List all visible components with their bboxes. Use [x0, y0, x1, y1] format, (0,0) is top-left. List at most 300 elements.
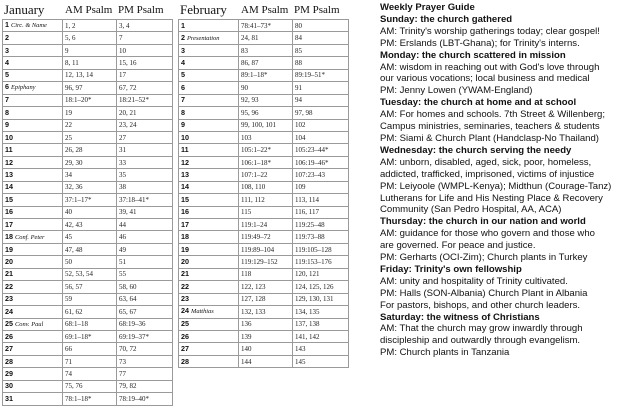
table-row: [3, 330, 173, 342]
day-cell: [179, 343, 239, 355]
day-number: 23: [5, 294, 13, 304]
day-number: 9: [5, 120, 9, 130]
day-cell: [179, 306, 239, 318]
guide-day-block: [380, 145, 638, 216]
day-cell: [3, 107, 63, 119]
table-row: [3, 293, 173, 305]
day-cell: [179, 69, 239, 81]
day-cell: [179, 243, 239, 255]
table-row: [3, 20, 173, 32]
pm-psalm-cell: 113, 114: [293, 194, 349, 206]
am-psalm-cell: 132, 133: [239, 306, 293, 318]
day-cell: [3, 194, 63, 206]
guide-day-block: [380, 216, 638, 264]
day-cell: [3, 306, 63, 318]
table-row: [3, 44, 173, 56]
day-number: 1: [5, 20, 9, 30]
day-cell: [179, 293, 239, 305]
pm-psalm-cell: 102: [293, 119, 349, 131]
am-psalm-cell: 139: [239, 330, 293, 342]
day-number: 20: [5, 257, 13, 267]
pm-psalm-cell: 129, 130, 131: [293, 293, 349, 305]
guide-days: [380, 14, 638, 359]
day-cell: [179, 330, 239, 342]
pm-psalm-cell: 116, 117: [293, 206, 349, 218]
guide-line: PM: Leiyoole (WMPL-Kenya); Midthun (Courage-Tanz): [380, 180, 612, 192]
table-row: [179, 69, 349, 81]
day-number: 17: [181, 219, 189, 229]
february-title: February: [180, 2, 227, 17]
pm-psalm-cell: 89:19–51*: [293, 69, 349, 81]
guide-line: PM: Jenny Lowen (YWAM-England): [380, 85, 533, 97]
am-psalm-cell: 5, 6: [63, 32, 117, 44]
table-row: [3, 318, 173, 330]
table-row: [179, 343, 349, 355]
pm-psalm-cell: 78:19–40*: [117, 393, 173, 405]
day-cell: [3, 156, 63, 168]
guide-line: PM: Church plants in Tanzania: [380, 347, 510, 359]
am-psalm-cell: 24, 81: [239, 32, 293, 44]
table-row: [3, 281, 173, 293]
guide-line: PM: Halls (SON-Albania) Church Plant in Albania: [380, 287, 588, 299]
guide-line: are governed. For peace and justice.: [380, 240, 536, 252]
am-psalm-cell: 107:1–22: [239, 169, 293, 181]
am-psalm-cell: 56, 57: [63, 281, 117, 293]
day-cell: [179, 318, 239, 330]
table-row: [3, 355, 173, 367]
guide-day-block: [380, 14, 638, 50]
day-cell: [3, 268, 63, 280]
day-cell: [3, 380, 63, 392]
am-psalm-cell: 47, 48: [63, 243, 117, 255]
day-cell: [3, 219, 63, 231]
guide-day-heading: Saturday: the witness of Christians: [380, 311, 540, 323]
day-cell: [179, 131, 239, 143]
january-pm-header: PM Psalm: [118, 4, 164, 16]
table-row: [179, 306, 349, 318]
am-psalm-cell: 52, 53, 54: [63, 268, 117, 280]
day-number: 2: [181, 32, 185, 42]
day-cell: [179, 268, 239, 280]
day-cell: [179, 219, 239, 231]
am-psalm-cell: 105:1–22*: [239, 144, 293, 156]
day-number: 20: [181, 257, 189, 267]
table-row: [179, 355, 349, 367]
february-pm-header: PM Psalm: [294, 4, 340, 16]
pm-psalm-cell: 107:23–43: [293, 169, 349, 181]
am-psalm-cell: 1, 2: [63, 20, 117, 32]
table-row: [179, 219, 349, 231]
day-number: 17: [5, 219, 13, 229]
guide-line: discipleship and outwardly through evangelism.: [380, 335, 581, 347]
guide-day-heading: Friday: Trinity's own fellowship: [380, 263, 522, 275]
am-psalm-cell: 75, 76: [63, 380, 117, 392]
day-cell: [179, 231, 239, 243]
day-number: 13: [181, 169, 189, 179]
table-row: [3, 206, 173, 218]
day-number: 26: [181, 331, 189, 341]
am-psalm-cell: 69:1–18*: [63, 330, 117, 342]
day-number: 4: [5, 58, 9, 68]
day-cell: [179, 82, 239, 94]
day-number: 2: [5, 33, 9, 43]
guide-day-block: [380, 97, 638, 145]
day-number: 24: [5, 306, 13, 316]
am-psalm-cell: 136: [239, 318, 293, 330]
day-number: 14: [181, 182, 189, 192]
guide-line: AM: For homes and schools. 7th Street & Willenberg;: [380, 109, 605, 121]
day-number: 3: [181, 45, 185, 55]
day-number: 26: [5, 331, 13, 341]
guide-line: PM: Siami & Church Plant (Handclasp-No Thailand): [380, 132, 599, 144]
pm-psalm-cell: 58, 60: [117, 281, 173, 293]
am-psalm-cell: 45: [63, 231, 117, 243]
am-psalm-cell: 26, 28: [63, 144, 117, 156]
day-cell: [3, 293, 63, 305]
day-cell: [179, 256, 239, 268]
guide-day-heading: Tuesday: the church at home and at school: [380, 97, 577, 109]
table-row: [179, 169, 349, 181]
am-psalm-cell: 119:1–24: [239, 219, 293, 231]
pm-psalm-cell: 119:25–48: [293, 219, 349, 231]
january-am-header: AM Psalm: [65, 4, 113, 16]
pm-psalm-cell: 10: [117, 44, 173, 56]
guide-day-block: [380, 50, 638, 98]
day-cell: [179, 181, 239, 193]
guide-line: AM: That the church may grow inwardly through: [380, 323, 583, 335]
am-psalm-cell: 29, 30: [63, 156, 117, 168]
table-row: [3, 343, 173, 355]
pm-psalm-cell: 137, 138: [293, 318, 349, 330]
day-number: 14: [5, 182, 13, 192]
pm-psalm-cell: 63, 64: [117, 293, 173, 305]
guide-line: For pastors, bishops, and other church leaders.: [380, 299, 581, 311]
table-row: [3, 393, 173, 405]
table-row: [179, 206, 349, 218]
pm-psalm-cell: 33: [117, 156, 173, 168]
table-row: [3, 82, 173, 94]
pm-psalm-cell: 67, 72: [117, 82, 173, 94]
am-psalm-cell: 96, 97: [63, 82, 117, 94]
day-cell: [3, 44, 63, 56]
day-cell: [179, 107, 239, 119]
pm-psalm-cell: 38: [117, 181, 173, 193]
day-cell: [179, 194, 239, 206]
table-row: [3, 69, 173, 81]
day-number: 11: [181, 145, 189, 155]
table-row: [179, 20, 349, 32]
am-psalm-cell: 111, 112: [239, 194, 293, 206]
pm-psalm-cell: 15, 16: [117, 57, 173, 69]
table-row: [179, 119, 349, 131]
day-cell: [3, 368, 63, 380]
day-number: 22: [181, 281, 189, 291]
day-number: 18: [181, 232, 189, 242]
am-psalm-cell: 108, 110: [239, 181, 293, 193]
day-cell: [3, 393, 63, 405]
table-row: [179, 181, 349, 193]
am-psalm-cell: 127, 128: [239, 293, 293, 305]
pm-psalm-cell: 124, 125, 126: [293, 281, 349, 293]
am-psalm-cell: 119:129–152: [239, 256, 293, 268]
day-cell: [179, 144, 239, 156]
january-title: January: [4, 2, 45, 17]
table-row: [179, 231, 349, 243]
pm-psalm-cell: 46: [117, 231, 173, 243]
am-psalm-cell: 103: [239, 131, 293, 143]
table-row: [179, 194, 349, 206]
pm-psalm-cell: 37:18–41*: [117, 194, 173, 206]
day-cell: [3, 281, 63, 293]
am-psalm-cell: 71: [63, 355, 117, 367]
february-rows: [178, 19, 349, 368]
day-number: 29: [5, 368, 13, 378]
feast-note: Epiphany: [11, 84, 36, 92]
pm-psalm-cell: 141, 142: [293, 330, 349, 342]
day-number: 19: [181, 244, 189, 254]
pm-psalm-cell: 49: [117, 243, 173, 255]
am-psalm-cell: 66: [63, 343, 117, 355]
am-psalm-cell: 18:1–20*: [63, 94, 117, 106]
am-psalm-cell: 50: [63, 256, 117, 268]
table-row: [179, 82, 349, 94]
feast-note: Conv. Paul: [15, 320, 44, 328]
january-rows: [2, 19, 173, 406]
table-row: [179, 256, 349, 268]
day-cell: [179, 57, 239, 69]
table-row: [3, 368, 173, 380]
table-row: [179, 293, 349, 305]
table-row: [3, 181, 173, 193]
table-row: [179, 281, 349, 293]
am-psalm-cell: 9: [63, 44, 117, 56]
table-row: [3, 119, 173, 131]
pm-psalm-cell: 51: [117, 256, 173, 268]
pm-psalm-cell: 20, 21: [117, 107, 173, 119]
guide-day-block: [380, 312, 638, 360]
pm-psalm-cell: 106:19–46*: [293, 156, 349, 168]
pm-psalm-cell: 7: [117, 32, 173, 44]
pm-psalm-cell: 18:21–52*: [117, 94, 173, 106]
am-psalm-cell: 34: [63, 169, 117, 181]
pm-psalm-cell: 80: [293, 20, 349, 32]
am-psalm-cell: 90: [239, 82, 293, 94]
am-psalm-cell: 119:49–72: [239, 231, 293, 243]
day-number: 8: [5, 107, 9, 117]
am-psalm-cell: 99, 100, 101: [239, 119, 293, 131]
day-cell: [179, 156, 239, 168]
guide-day-block: [380, 264, 638, 312]
am-psalm-cell: 25: [63, 131, 117, 143]
am-psalm-cell: 92, 93: [239, 94, 293, 106]
day-number: 21: [181, 269, 189, 279]
table-row: [179, 131, 349, 143]
day-cell: [179, 119, 239, 131]
day-number: 16: [5, 207, 13, 217]
feast-note: Matthias: [191, 308, 214, 316]
day-cell: [179, 206, 239, 218]
pm-psalm-cell: 27: [117, 131, 173, 143]
table-row: [3, 243, 173, 255]
day-cell: [3, 243, 63, 255]
day-number: 22: [5, 281, 13, 291]
guide-line: our various vocations; local business and medical: [380, 73, 590, 85]
day-number: 19: [5, 244, 13, 254]
day-number: 18: [5, 231, 13, 241]
pm-psalm-cell: 91: [293, 82, 349, 94]
day-number: 31: [5, 393, 13, 403]
table-row: [179, 243, 349, 255]
day-number: 4: [181, 58, 185, 68]
table-row: [179, 144, 349, 156]
day-number: 10: [5, 132, 13, 142]
pm-psalm-cell: 68:19–36: [117, 318, 173, 330]
day-number: 27: [5, 344, 13, 354]
table-row: [3, 32, 173, 44]
guide-line: AM: unity and hospitality of Trinity cultivated.: [380, 275, 568, 287]
day-cell: [3, 144, 63, 156]
day-number: 15: [5, 194, 13, 204]
day-number: 5: [181, 70, 185, 80]
pm-psalm-cell: 3, 4: [117, 20, 173, 32]
day-number: 3: [5, 45, 9, 55]
day-cell: [179, 281, 239, 293]
table-row: [179, 57, 349, 69]
pm-psalm-cell: 65, 67: [117, 306, 173, 318]
feast-note: Conf. Peter: [15, 233, 45, 241]
day-cell: [3, 57, 63, 69]
day-number: 11: [5, 145, 13, 155]
pm-psalm-cell: 85: [293, 44, 349, 56]
day-number: 25: [5, 318, 13, 328]
pm-psalm-cell: 23, 24: [117, 119, 173, 131]
guide-day-heading: Monday: the church scattered in mission: [380, 49, 566, 61]
day-cell: [179, 94, 239, 106]
am-psalm-cell: 74: [63, 368, 117, 380]
day-number: 1: [181, 20, 185, 30]
day-number: 9: [181, 120, 185, 130]
am-psalm-cell: 118: [239, 268, 293, 280]
table-row: [3, 156, 173, 168]
table-row: [179, 32, 349, 44]
day-number: 23: [181, 294, 189, 304]
am-psalm-cell: 106:1–18*: [239, 156, 293, 168]
table-row: [179, 156, 349, 168]
guide-line: AM: Trinity's worship gatherings today; clear gospel!: [380, 25, 600, 37]
pm-psalm-cell: 31: [117, 144, 173, 156]
day-number: 28: [5, 356, 13, 366]
guide-line: addicted, trafficked, imprisoned, victims of injustice: [380, 168, 595, 180]
day-cell: [3, 119, 63, 131]
pm-psalm-cell: 17: [117, 69, 173, 81]
guide-line: PM: Erslands (LBT-Ghana); for Trinity's interns.: [380, 37, 580, 49]
am-psalm-cell: 37:1–17*: [63, 194, 117, 206]
pm-psalm-cell: 119:105–128: [293, 243, 349, 255]
day-cell: [3, 343, 63, 355]
pm-psalm-cell: 88: [293, 57, 349, 69]
day-number: 12: [5, 157, 13, 167]
table-row: [3, 107, 173, 119]
table-row: [3, 256, 173, 268]
pm-psalm-cell: 109: [293, 181, 349, 193]
guide-line: Community (San Pedro Hospital, AA, ACA): [380, 204, 562, 216]
am-psalm-cell: 12, 13, 14: [63, 69, 117, 81]
table-row: [3, 194, 173, 206]
am-psalm-cell: 40: [63, 206, 117, 218]
am-psalm-cell: 8, 11: [63, 57, 117, 69]
table-row: [3, 231, 173, 243]
am-psalm-cell: 42, 43: [63, 219, 117, 231]
am-psalm-cell: 122, 123: [239, 281, 293, 293]
pm-psalm-cell: 104: [293, 131, 349, 143]
day-cell: [179, 169, 239, 181]
pm-psalm-cell: 70, 72: [117, 343, 173, 355]
feast-note: Circ. & Name: [11, 22, 47, 30]
day-cell: [3, 131, 63, 143]
table-row: [179, 268, 349, 280]
day-number: 28: [181, 356, 189, 366]
day-number: 30: [5, 381, 13, 391]
day-number: 21: [5, 269, 13, 279]
day-cell: [3, 231, 63, 243]
pm-psalm-cell: 39, 41: [117, 206, 173, 218]
table-row: [179, 107, 349, 119]
day-cell: [179, 44, 239, 56]
pm-psalm-cell: 143: [293, 343, 349, 355]
day-cell: [179, 20, 239, 32]
am-psalm-cell: 95, 96: [239, 107, 293, 119]
pm-psalm-cell: 119:73–88: [293, 231, 349, 243]
am-psalm-cell: 119:89–104: [239, 243, 293, 255]
day-cell: [3, 256, 63, 268]
guide-line: Campus ministries, seminaries, teachers & students: [380, 121, 600, 133]
day-number: 6: [181, 82, 185, 92]
day-cell: [3, 181, 63, 193]
day-cell: [3, 169, 63, 181]
pm-psalm-cell: 120, 121: [293, 268, 349, 280]
day-cell: [3, 69, 63, 81]
day-cell: [3, 355, 63, 367]
am-psalm-cell: 78:1–18*: [63, 393, 117, 405]
day-cell: [3, 32, 63, 44]
pm-psalm-cell: 44: [117, 219, 173, 231]
am-psalm-cell: 59: [63, 293, 117, 305]
pm-psalm-cell: 73: [117, 355, 173, 367]
guide-title: Weekly Prayer Guide: [380, 2, 475, 13]
pm-psalm-cell: 119:153–176: [293, 256, 349, 268]
day-cell: [179, 32, 239, 44]
am-psalm-cell: 86, 87: [239, 57, 293, 69]
table-row: [179, 94, 349, 106]
day-number: 7: [181, 95, 185, 105]
am-psalm-cell: 61, 62: [63, 306, 117, 318]
table-row: [3, 144, 173, 156]
table-row: [3, 131, 173, 143]
pm-psalm-cell: 145: [293, 355, 349, 367]
guide-line: Lutherans for Life and His Nesting Place & Recovery: [380, 192, 603, 204]
pm-psalm-cell: 97, 98: [293, 107, 349, 119]
am-psalm-cell: 89:1–18*: [239, 69, 293, 81]
day-number: 5: [5, 70, 9, 80]
table-row: [3, 94, 173, 106]
pm-psalm-cell: 134, 135: [293, 306, 349, 318]
weekly-prayer-guide: [380, 2, 638, 359]
day-cell: [3, 206, 63, 218]
day-number: 25: [181, 319, 189, 329]
day-number: 10: [181, 132, 189, 142]
am-psalm-cell: 83: [239, 44, 293, 56]
day-number: 12: [181, 157, 189, 167]
